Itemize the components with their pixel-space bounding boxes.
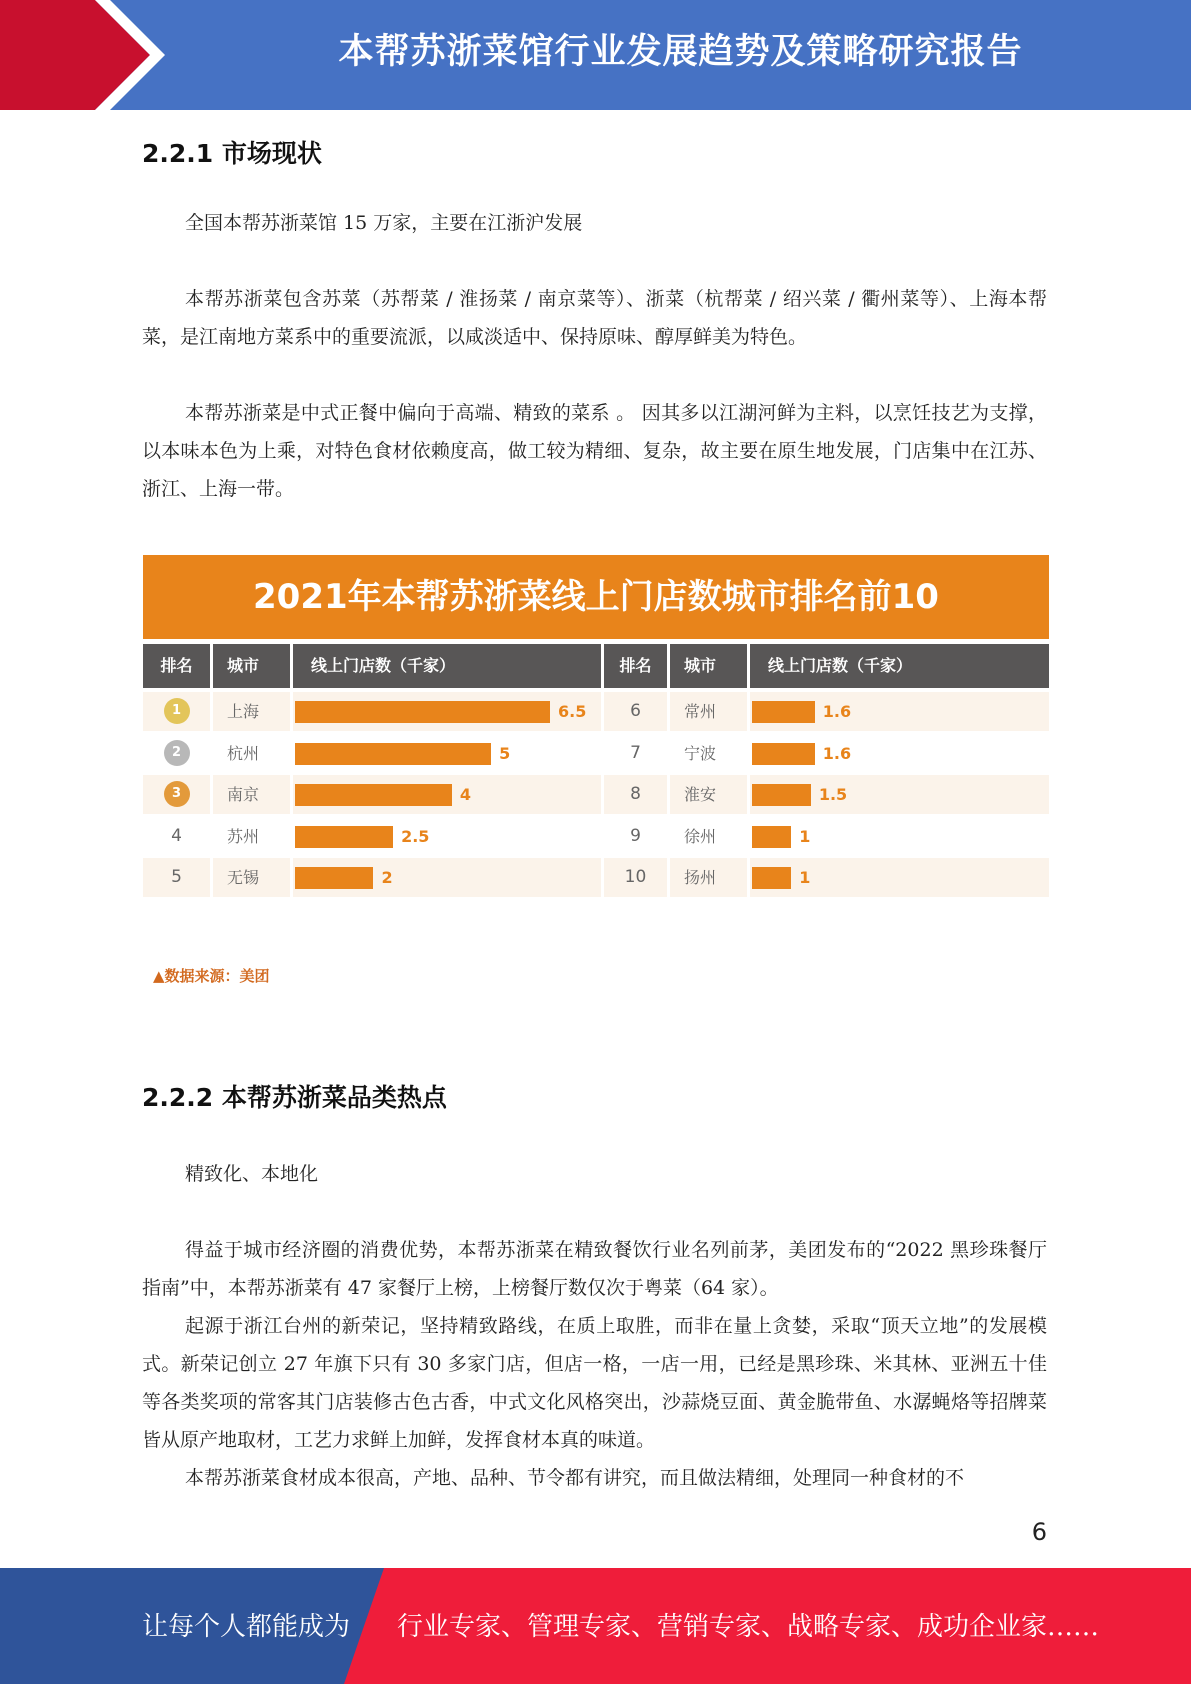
paragraph: 起源于浙江台州的新荣记，坚持精致路线，在质上取胜，而非在量上贪婪，采取“顶天立地”的发展模式。新荣记创立 27 年旗下只有 30 多家门店，但店一格，一店一用，已经是黑珍珠、米其林、亚洲五十佳等各类奖项的常客其门店装修古色古香，中式文化风格突出，沙蒜烧豆面、黄金脆带鱼、水潺蝇烙等招牌菜皆从原产地取材，工艺力求鲜上加鲜，发挥食材本真的味道。 [142,1315,1047,1451]
rank-medal-icon [164,781,190,807]
city-name: 徐州 [684,826,717,846]
city-ranking-chart [143,555,1049,905]
data-source-note: ▲数据来源：美团 [153,967,270,985]
rank-medal-icon [164,698,190,724]
value-bar [752,743,815,765]
value-bar [295,743,491,765]
city-name: 淮安 [684,785,717,804]
report-title: 本帮苏浙菜馆行业发展趋势及策略研究报告 [338,32,1023,72]
city-name: 南京 [227,785,260,804]
value-label: 1.6 [822,702,852,721]
paragraph: 精致化、本地化 [185,1163,319,1185]
page-footer [0,1568,1191,1684]
city-name: 苏州 [227,826,260,846]
city-name: 上海 [227,702,260,721]
value-bar [295,826,393,848]
value-label: 4 [459,785,472,804]
city-name: 无锡 [227,868,260,887]
rank-number: 2 [171,744,182,760]
value-label: 2.5 [401,826,430,846]
header-rank: 排名 [143,644,210,688]
page-header [0,0,1191,110]
header-city: 城市 [213,644,290,688]
paragraph: 本帮苏浙菜包含苏菜（苏帮菜 / 淮扬菜 / 南京菜等）、浙菜（杭帮菜 / 绍兴菜 / 衢州菜等）、上海本帮菜，是江南地方菜系中的重要流派，以咸淡适中、保持原味、醇厚鲜美为特色。 [142,288,1047,348]
header-value: 线上门店数（千家） [293,644,601,688]
footer-slogan-left: 让每个人都能成为 [142,1612,351,1642]
rank-number: 5 [171,867,182,887]
value-bar [752,826,791,848]
city-name: 宁波 [684,743,717,763]
paragraph: 全国本帮苏浙菜馆 15 万家，主要在江浙沪发展 [185,212,583,234]
value-label: 2 [381,868,393,887]
value-label: 1 [799,868,811,887]
header-rank: 排名 [604,644,667,688]
header-value: 线上门店数（千家） [750,644,1049,688]
rank-number: 7 [630,742,641,763]
paragraph: 本帮苏浙菜食材成本很高，产地、品种、节令都有讲究，而且做法精细，处理同一种食材的不 [185,1467,965,1489]
rank-number: 1 [171,703,182,718]
paragraph: 本帮苏浙菜是中式正餐中偏向于高端、精致的菜系 。 因其多以江湖河鲜为主料，以烹饪技艺为支撑，以本味本色为上乘，对特色食材依赖度高，做工较为精细、复杂，故主要在原生地发展，门店集中在江苏、浙江、上海一带。 [142,402,1047,500]
chart-title: 2021年本帮苏浙菜线上门店数城市排名前10 [143,555,1049,639]
value-bar [295,701,550,723]
city-name: 杭州 [227,743,260,763]
value-label: 1 [799,826,811,846]
rank-number: 4 [171,825,182,846]
city-name: 常州 [684,702,717,721]
section-heading-hotspots: 2.2.2 本帮苏浙菜品类热点 [142,1083,447,1112]
rank-number: 10 [624,867,647,887]
value-bar [295,867,373,889]
rank-medal-icon [164,740,190,766]
value-bar [295,784,452,806]
paragraph: 得益于城市经济圈的消费优势，本帮苏浙菜在精致餐饮行业名列前茅，美团发布的“2022 黑珍珠餐厅指南”中，本帮苏浙菜有 47 家餐厅上榜，上榜餐厅数仅次于粤菜（64 家）。 [142,1239,1047,1299]
city-name: 扬州 [684,868,717,887]
table-cell-bg [750,858,1049,897]
value-label: 1.6 [822,743,852,763]
rank-number: 3 [171,786,182,801]
value-label: 5 [499,743,511,763]
value-bar [752,867,791,889]
value-bar [752,784,811,806]
footer-slogan-right: 行业专家、管理专家、营销专家、战略专家、成功企业家…… [397,1612,1100,1642]
rank-number: 6 [630,701,641,721]
value-label: 1.5 [818,785,848,804]
table-cell-bg [750,817,1049,856]
header-city: 城市 [670,644,747,688]
rank-number: 9 [630,825,641,846]
value-label: 6.5 [558,702,587,721]
rank-number: 8 [630,784,641,804]
section-heading-market: 2.2.1 市场现状 [142,139,322,168]
value-bar [752,701,815,723]
page-number: 6 [1031,1518,1047,1546]
